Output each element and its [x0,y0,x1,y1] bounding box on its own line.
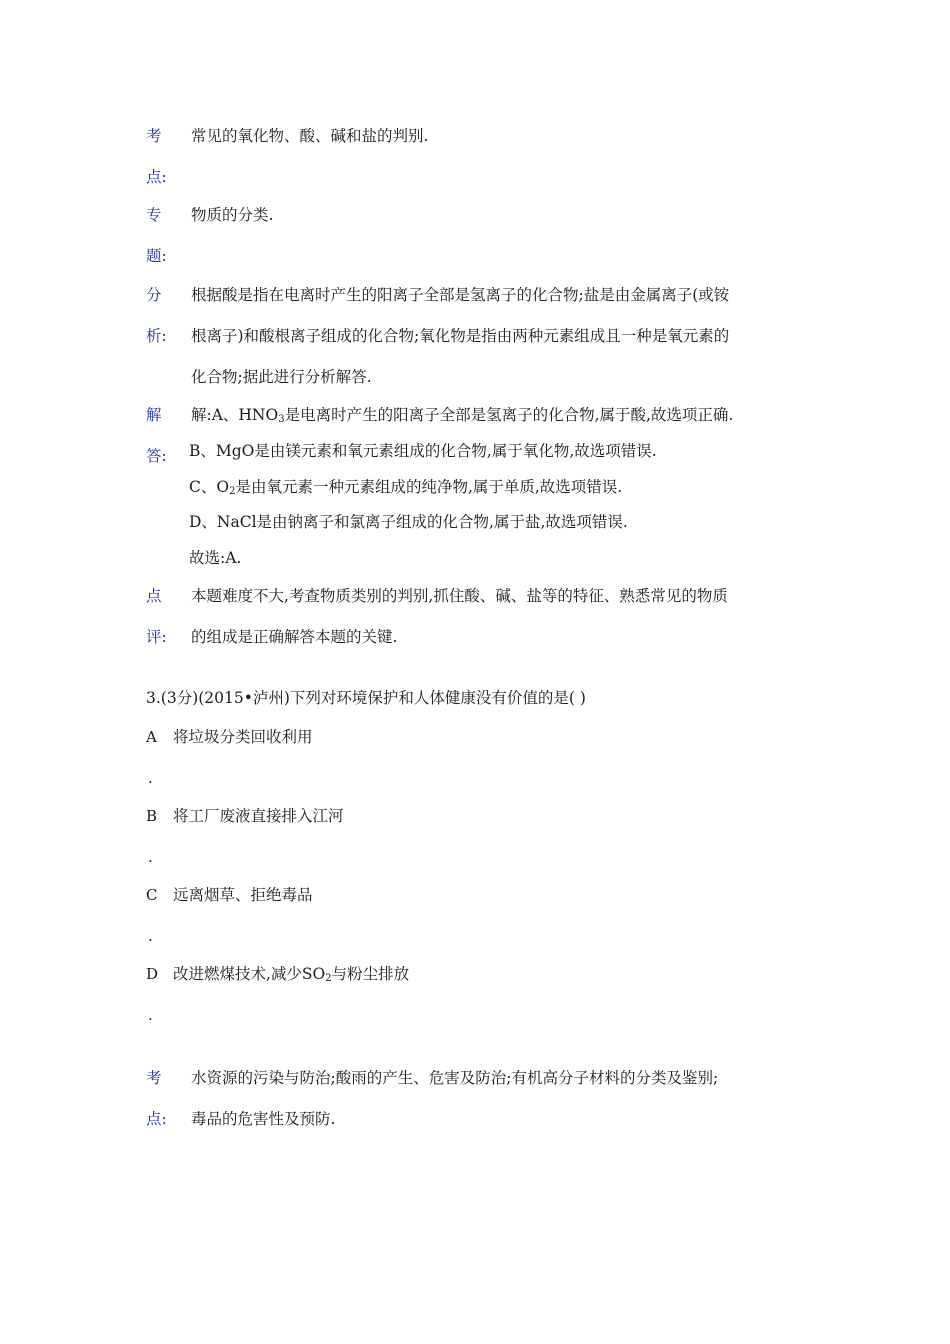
jieda-answer: 故选:A. [189,549,242,567]
option-b-text: 将工厂废液直接排入江河 [173,807,344,825]
jieda-line-d: D、NaCl是由钠离子和氯离子组成的化合物,属于盐,故选项错误. [189,513,628,531]
option-d-letter: D [146,965,159,983]
fenxi-line-3: 化合物;据此进行分析解答. [191,368,372,386]
option-b-dot: . [148,848,153,866]
question-3-stem: 3.(3分)(2015•泸州)下列对环境保护和人体健康没有价值的是( ) [146,689,586,707]
option-c-dot: . [148,927,153,945]
dianping-label-bottom: 评: [146,628,167,646]
zhuanti-label-bottom: 题: [146,247,167,265]
option-a-letter: A [146,728,157,746]
dianping-line-2: 的组成是正确解答本题的关键. [191,628,398,646]
option-a-text: 将垃圾分类回收利用 [173,728,313,746]
kaodian-text: 常见的氧化物、酸、碱和盐的判别. [191,127,429,145]
option-b-letter: B [146,807,158,825]
option-d-dot: . [148,1006,153,1024]
jieda-line-c [189,477,622,502]
jieda-c-pre: C、O [189,478,230,496]
jieda-line-a [191,405,733,430]
fenxi-line-1: 根据酸是指在电离时产生的阳离子全部是氢离子的化合物;盐是由金属离子(或铵 [191,286,730,304]
jieda-c-sub: 2 [229,486,236,497]
zhuanti-label-top: 专 [146,206,162,224]
jieda-line-b: B、MgO是由镁元素和氧元素组成的化合物,属于氧化物,故选项错误. [189,442,657,460]
jieda-a-pre: 解:A、HNO [191,406,279,424]
fenxi-label-bottom: 析: [146,327,167,345]
kaodian-label-bottom: 点: [146,168,167,186]
option-d-sub: 2 [325,973,332,984]
option-c-text: 远离烟草、拒绝毒品 [173,886,313,904]
fenxi-label-top: 分 [146,286,162,304]
jieda-a-sub: 3 [278,414,285,425]
kaodian2-line-1: 水资源的污染与防治;酸雨的产生、危害及防治;有机高分子材料的分类及鉴别; [191,1069,719,1087]
kaodian2-line-2: 毒品的危害性及预防. [191,1110,336,1128]
option-d-pre: 改进燃煤技术,减少SO [173,965,326,983]
dianping-label-top: 点 [146,587,162,605]
kaodian-label-top: 考 [146,127,162,145]
option-d-text [173,964,409,989]
fenxi-line-2: 根离子)和酸根离子组成的化合物;氧化物是指由两种元素组成且一种是氧元素的 [191,327,730,345]
jieda-a-post: 是电离时产生的阳离子全部是氢离子的化合物,属于酸,故选项正确. [284,406,734,424]
option-c-letter: C [146,886,158,904]
jieda-label-top: 解 [146,406,162,424]
jieda-c-post: 是由氧元素一种元素组成的纯净物,属于单质,故选项错误. [235,478,623,496]
option-d-post: 与粉尘排放 [331,965,410,983]
kaodian2-label-top: 考 [146,1069,162,1087]
jieda-label-bottom: 答: [146,447,167,465]
zhuanti-text: 物质的分类. [191,206,274,224]
dianping-line-1: 本题难度不大,考查物质类别的判别,抓住酸、碱、盐等的特征、熟悉常见的物质 [191,587,728,605]
option-a-dot: . [148,769,153,787]
kaodian2-label-bottom: 点: [146,1110,167,1128]
